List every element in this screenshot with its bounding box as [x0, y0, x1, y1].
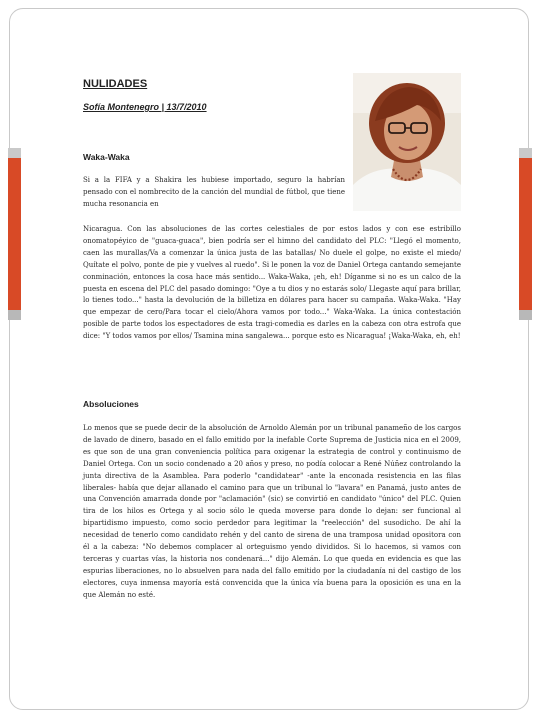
author-photo — [353, 73, 461, 211]
left-accent-bar — [8, 148, 21, 320]
author-portrait-icon — [353, 73, 461, 211]
article-title: NULIDADES — [83, 78, 148, 90]
section2-body-paragraph: Lo menos que se puede decir de la absolución de Arnoldo Alemán por un tribunal panameño de los cargos de lavado de dinero, basado en el fallo emitido por la inefable Corte Suprema de Justicia nica en el 2009, es que son de una gran conveniencia política para oxigenar la estrategia de control y continuismo de Daniel Ortega. Con un socio condenado a 20 años y preso, no podía colocar a René Núñez controlando la junta directiva de la Asamblea. Para poderlo "candidatear" -ante la enconada resistencia en las filas liberales- había que dejar allanado el camino para que un tribunal lo "lavara" en Panamá, justo antes de una Convención amarrada donde por "aclamación" (sic) se convirtió en candidato "único" del PLC. Quien tira de los hilos es Ortega y al socio sólo le queda moverse para donde lo dejan: ser funcional al bipartidismo impuesto, como socio perdedor para legitimar la "reelección" del susodicho. De ahí la necesidad de tenerlo como candidato rehén y del canto de sirena de una tramposa unidad opositora con él a la cabeza: "No debemos complacer al orteguismo yendo divididos. Si lo hacemos, si vamos con terceras y cuartas vías, la historia nos condenará..." dijo Alemán. Lo que queda en evidencia es que las espurias liberaciones, no lo absuelven para nada del fallo emitido por la ciudadanía ni del castigo de los electores, cuya inmensa mayoría está convencida que la única vía buena para la oposición es una en la que Alemán no esté. — [83, 424, 461, 599]
article-byline: Sofía Montenegro | 13/7/2010 — [83, 102, 207, 112]
section-heading-absoluciones: Absoluciones — [83, 399, 139, 409]
section1-body-paragraph: Nicaragua. Con las absoluciones de las cortes celestiales de por estos lados y con ese estribillo onomatopéyico de "guaca-guaca", bien podría ser el himno del candidato del PLC: "Llegó el momento, caen las murallas/Va a comenzar la única justa de las batallas/ No duele el golpe, no existe el miedo/ Quítate el polvo, ponte de pie y vuelves al ruedo". Si le ponen la voz de Daniel Ortega cantando semejante conminación, entonces la cosa hace más sentido... Waka-Waka, ¡eh, eh! Díganme si no es un calco de la puesta en escena del PLC del pasado domingo: "Oye a tu dios y no estarás solo/ Llegaste aquí para brillar, lo tienes todo..." hasta la devolución de la billetiza en dólares para hacer su campaña. Waka-Waka. "Hay que empezar de cero/Para tocar el cielo/Ahora vamos por todo..." Waka-Waka. La única contestación posible de parte todos los espectadores de esta tragi-comedia es darles en la cabeza con otra estrofa que dice: "Y todos vamos por ellos/ Tsamina mina sangalewa... porque esto es Nicaragua! ¡Waka-Waka, eh, eh! — [83, 225, 461, 341]
section1-intro-paragraph: Si a la FIFA y a Shakira les hubiese importado, seguro la habrían pensado con el nombrecito de la canción del mundial de fútbol, que tiene mucha resonancia en — [83, 176, 345, 208]
right-accent-bar — [519, 148, 532, 320]
section-heading-waka-waka: Waka-Waka — [83, 152, 130, 162]
